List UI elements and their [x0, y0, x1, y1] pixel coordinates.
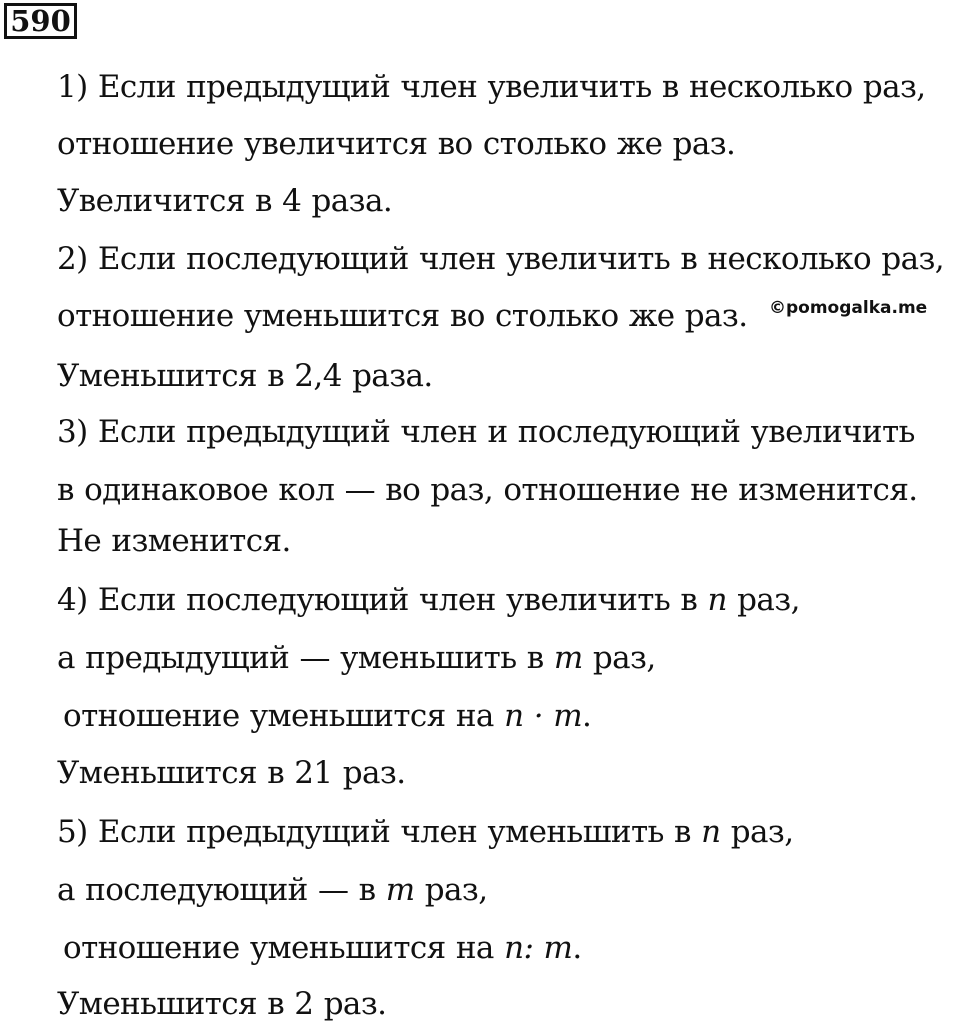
text-segment: раз, — [414, 872, 488, 908]
text-segment: отношение уменьшится на — [63, 698, 505, 734]
text-line-5: отношение уменьшится во столько же раз. — [57, 298, 748, 334]
text-segment: раз, — [582, 640, 656, 676]
text-segment: отношение уменьшится на — [63, 930, 505, 966]
text-segment: . — [572, 930, 582, 966]
expression-n-times-m: n · m — [504, 698, 583, 734]
expression-n-div-m: n: m — [504, 930, 573, 966]
variable-m: m — [385, 872, 415, 908]
text-line-15 — [57, 870, 488, 910]
text-line-4: 2) Если последующий член увеличить в несколько раз, — [57, 241, 945, 277]
text-line-7: 3) Если предыдущий член и последующий увеличить — [57, 414, 915, 450]
text-line-14 — [57, 812, 794, 852]
text-segment: а предыдущий — уменьшить в — [57, 640, 554, 676]
text-line-10 — [57, 580, 800, 620]
text-segment: . — [582, 698, 592, 734]
text-line-6-answer: Уменьшится в 2,4 раза. — [57, 358, 433, 394]
variable-n: n — [701, 814, 721, 850]
text-line-16 — [63, 928, 582, 968]
text-line-17-answer: Уменьшится в 2 раз. — [57, 986, 387, 1022]
text-line-12 — [63, 696, 591, 736]
variable-m: m — [553, 640, 583, 676]
text-line-13-answer: Уменьшится в 21 раз. — [57, 755, 406, 791]
text-segment: раз, — [726, 582, 800, 618]
text-segment: 5) Если предыдущий член уменьшить в — [57, 814, 702, 850]
watermark: ©pomogalka.me — [769, 298, 928, 318]
variable-n: n — [707, 582, 727, 618]
text-line-9-answer: Не изменится. — [57, 523, 291, 559]
text-segment: 4) Если последующий член увеличить в — [57, 582, 708, 618]
text-segment: раз, — [720, 814, 794, 850]
task-number-box: 590 — [4, 3, 77, 39]
text-line-2: отношение увеличится во столько же раз. — [57, 126, 736, 162]
text-line-3-answer: Увеличится в 4 раза. — [57, 183, 393, 219]
text-line-11 — [57, 638, 656, 678]
text-segment: а последующий — в — [57, 872, 386, 908]
text-line-1: 1) Если предыдущий член увеличить в несколько раз, — [57, 69, 926, 105]
text-line-8: в одинаковое кол — во раз, отношение не изменится. — [57, 472, 918, 508]
